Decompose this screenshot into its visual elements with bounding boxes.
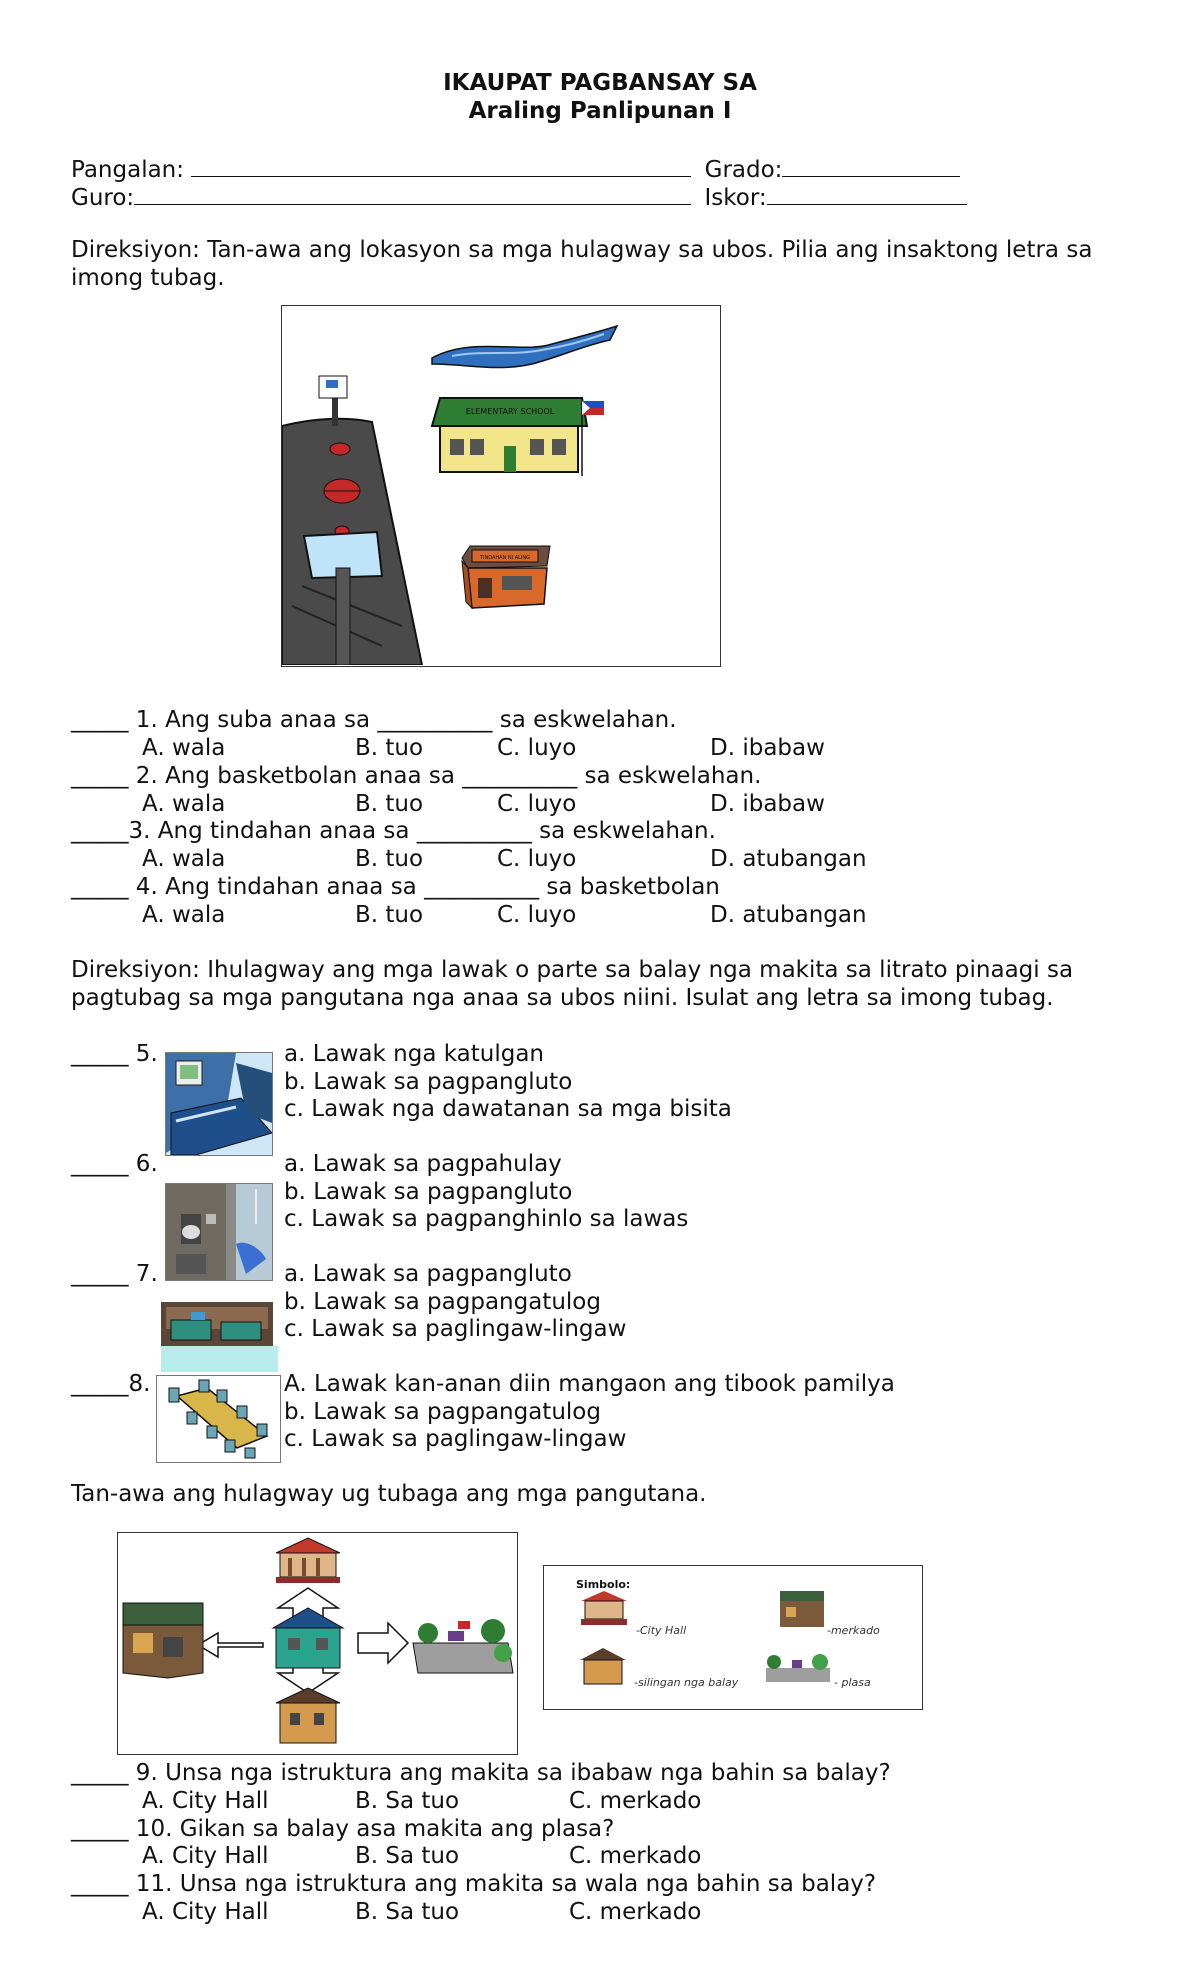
market-building bbox=[123, 1603, 203, 1678]
section1-directions-cont: imong tubag. bbox=[71, 265, 225, 291]
question-4 bbox=[71, 873, 720, 901]
question-2 bbox=[71, 762, 761, 790]
q5-choice-b[interactable]: b. Lawak sa pagpangluto bbox=[284, 1069, 573, 1095]
q7-choice-c[interactable]: c. Lawak sa paglingaw-lingaw bbox=[284, 1316, 627, 1342]
question-11-text: 11. Unsa nga istruktura ang makita sa wala nga bahin sa balay? bbox=[128, 1871, 877, 1897]
score-label: Iskor: bbox=[704, 185, 767, 211]
question-10 bbox=[71, 1815, 614, 1843]
location-map bbox=[281, 305, 721, 667]
question-2-text: 2. Ang basketbolan anaa sa __________ sa eskwelahan. bbox=[128, 763, 762, 789]
answer-blank-3[interactable]: _____ bbox=[71, 818, 129, 844]
q6-choice-a[interactable]: a. Lawak sa pagpahulay bbox=[284, 1151, 562, 1177]
living-room-picture bbox=[161, 1302, 278, 1372]
question-11 bbox=[71, 1870, 876, 1898]
question-9 bbox=[71, 1759, 891, 1787]
section2-directions: Direksiyon: Ihulagway ang mga lawak o parte sa balay nga makita sa litrato pinaagi sa bbox=[71, 957, 1074, 983]
q3-choice-d[interactable]: D. atubangan bbox=[710, 846, 867, 872]
q11-choice-c[interactable]: C. merkado bbox=[569, 1899, 702, 1925]
location-map-drawing bbox=[282, 306, 719, 665]
q11-choice-a[interactable]: A. City Hall bbox=[142, 1899, 269, 1925]
q3-choice-c[interactable]: C. luyo bbox=[497, 846, 577, 872]
teacher-label: Guro: bbox=[71, 185, 135, 211]
bathroom-picture bbox=[165, 1183, 273, 1281]
neighbor-house bbox=[276, 1688, 340, 1743]
q6-choice-c[interactable]: c. Lawak sa pagpanghinlo sa lawas bbox=[284, 1206, 689, 1232]
question-5-label[interactable]: _____ 5. bbox=[71, 1041, 158, 1067]
legend-neighbor-house: -silingan nga balay bbox=[634, 1676, 739, 1689]
question-4-text: 4. Ang tindahan anaa sa __________ sa basketbolan bbox=[128, 874, 720, 900]
q10-choice-a[interactable]: A. City Hall bbox=[142, 1843, 269, 1869]
store-building bbox=[462, 546, 550, 608]
school-building bbox=[432, 398, 604, 476]
dining-room-picture bbox=[156, 1375, 281, 1463]
q7-choice-b[interactable]: b. Lawak sa pagpangatulog bbox=[284, 1289, 601, 1315]
q3-choice-b[interactable]: B. tuo bbox=[355, 846, 424, 872]
q2-choice-b[interactable]: B. tuo bbox=[355, 791, 424, 817]
q9-choice-a[interactable]: A. City Hall bbox=[142, 1788, 269, 1814]
q2-choice-d[interactable]: D. ibabaw bbox=[710, 791, 825, 817]
q5-choice-a[interactable]: a. Lawak nga katulgan bbox=[284, 1041, 545, 1067]
q6-choice-b[interactable]: b. Lawak sa pagpangluto bbox=[284, 1179, 573, 1205]
school-sign: ELEMENTARY SCHOOL bbox=[465, 407, 555, 416]
grade-field[interactable] bbox=[782, 154, 960, 177]
name-row bbox=[71, 154, 960, 184]
neighbor-house-symbol-icon bbox=[578, 1648, 628, 1686]
q1-choice-b[interactable]: B. tuo bbox=[355, 735, 424, 761]
q10-choice-b[interactable]: B. Sa tuo bbox=[355, 1843, 460, 1869]
answer-blank-2[interactable]: _____ bbox=[71, 763, 129, 789]
q2-choice-c[interactable]: C. luyo bbox=[497, 791, 577, 817]
q8-choice-a[interactable]: A. Lawak kan-anan diin mangaon ang tibook pamilya bbox=[284, 1371, 895, 1397]
neighborhood-map bbox=[117, 1532, 518, 1755]
q4-choice-a[interactable]: A. wala bbox=[142, 902, 226, 928]
question-6-label[interactable]: _____ 6. bbox=[71, 1151, 158, 1177]
question-1 bbox=[71, 706, 677, 734]
q4-choice-c[interactable]: C. luyo bbox=[497, 902, 577, 928]
q9-choice-c[interactable]: C. merkado bbox=[569, 1788, 702, 1814]
plaza-symbol-icon bbox=[766, 1652, 830, 1682]
legend-market: -merkado bbox=[827, 1624, 880, 1637]
answer-blank-1[interactable]: _____ bbox=[71, 707, 129, 733]
section3-directions: Tan-awa ang hulagway ug tubaga ang mga pangutana. bbox=[71, 1481, 707, 1507]
answer-blank-4[interactable]: _____ bbox=[71, 874, 129, 900]
q1-choice-a[interactable]: A. wala bbox=[142, 735, 226, 761]
grade-label: Grado: bbox=[704, 157, 783, 183]
legend-plaza: - plasa bbox=[834, 1676, 871, 1689]
bedroom-picture bbox=[165, 1052, 273, 1156]
q8-choice-c[interactable]: c. Lawak sa paglingaw-lingaw bbox=[284, 1426, 627, 1452]
teacher-field[interactable] bbox=[134, 182, 691, 205]
teacher-row bbox=[71, 182, 967, 212]
river-shape bbox=[432, 326, 617, 368]
worksheet-title: IKAUPAT PAGBANSAY SA bbox=[443, 70, 757, 96]
question-1-text: 1. Ang suba anaa sa __________ sa eskwelahan. bbox=[128, 707, 677, 733]
section1-directions: Direksiyon: Tan-awa ang lokasyon sa mga hulagway sa ubos. Pilia ang insaktong letra sa bbox=[71, 237, 1093, 263]
city-hall-symbol-icon bbox=[579, 1591, 629, 1627]
center-house bbox=[273, 1608, 343, 1668]
q11-choice-b[interactable]: B. Sa tuo bbox=[355, 1899, 460, 1925]
name-field[interactable] bbox=[191, 154, 691, 177]
q7-choice-a[interactable]: a. Lawak sa pagpangluto bbox=[284, 1261, 572, 1287]
q8-choice-b[interactable]: b. Lawak sa pagpangatulog bbox=[284, 1399, 601, 1425]
q1-choice-c[interactable]: C. luyo bbox=[497, 735, 577, 761]
answer-blank-9[interactable]: _____ bbox=[71, 1760, 129, 1786]
question-3 bbox=[71, 817, 716, 845]
market-symbol-icon bbox=[780, 1591, 824, 1627]
legend-title: Simbolo: bbox=[576, 1578, 631, 1591]
answer-blank-11[interactable]: _____ bbox=[71, 1871, 129, 1897]
question-10-text: 10. Gikan sa balay asa makita ang plasa? bbox=[128, 1816, 615, 1842]
city-hall-building bbox=[276, 1538, 340, 1583]
q5-choice-c[interactable]: c. Lawak nga dawatanan sa mga bisita bbox=[284, 1096, 732, 1122]
question-8-label[interactable]: _____8. bbox=[71, 1371, 151, 1397]
q3-choice-a[interactable]: A. wala bbox=[142, 846, 226, 872]
q4-choice-d[interactable]: D. atubangan bbox=[710, 902, 867, 928]
q2-choice-a[interactable]: A. wala bbox=[142, 791, 226, 817]
question-9-text: 9. Unsa nga istruktura ang makita sa ibabaw nga bahin sa balay? bbox=[128, 1760, 891, 1786]
q9-choice-b[interactable]: B. Sa tuo bbox=[355, 1788, 460, 1814]
plaza-area bbox=[413, 1619, 513, 1673]
legend-city-hall: -City Hall bbox=[636, 1624, 687, 1637]
q1-choice-d[interactable]: D. ibabaw bbox=[710, 735, 825, 761]
name-label: Pangalan: bbox=[71, 157, 185, 183]
section2-directions-cont: pagtubag sa mga pangutana nga anaa sa ubos niini. Isulat ang letra sa imong tubag. bbox=[71, 985, 1054, 1011]
question-7-label[interactable]: _____ 7. bbox=[71, 1261, 158, 1287]
q10-choice-c[interactable]: C. merkado bbox=[569, 1843, 702, 1869]
q4-choice-b[interactable]: B. tuo bbox=[355, 902, 424, 928]
store-sign: TINDAHAN NI ALING bbox=[479, 555, 531, 561]
symbol-legend bbox=[543, 1565, 923, 1710]
question-3-text: 3. Ang tindahan anaa sa __________ sa eskwelahan. bbox=[128, 818, 716, 844]
answer-blank-10[interactable]: _____ bbox=[71, 1816, 129, 1842]
worksheet-subtitle: Araling Panlipunan I bbox=[468, 98, 732, 124]
score-field[interactable] bbox=[767, 182, 967, 205]
